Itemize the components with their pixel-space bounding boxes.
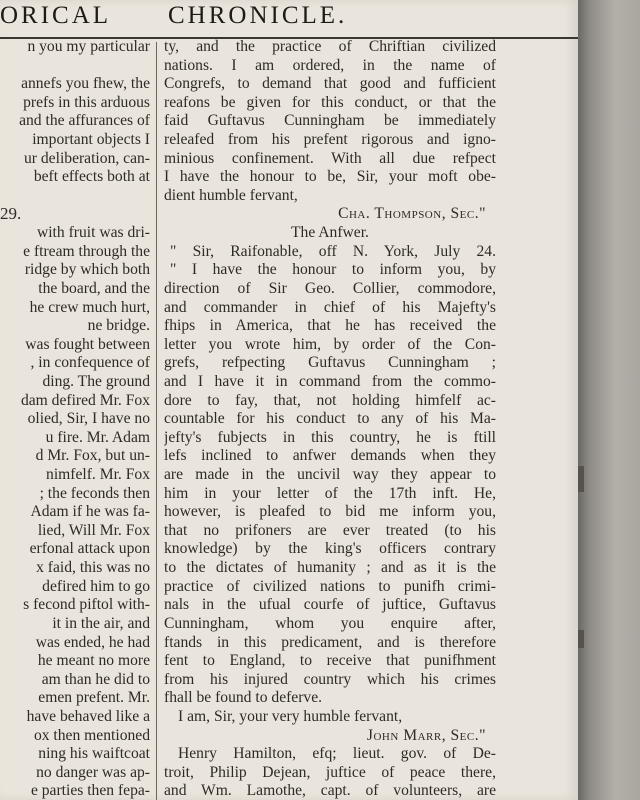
text-line: are made in the uncivil way they appear to [164, 466, 496, 484]
page-tear-mark [578, 630, 584, 648]
text-line: ; the feconds then [39, 484, 150, 502]
text-line: e parties then fepa- [30, 782, 150, 800]
text-line: d Mr. Fox, but un- [35, 447, 150, 465]
text-line: s fecond piftol with- [23, 596, 150, 614]
text-line: however, is pleafed to bid me inform you, [164, 503, 496, 521]
text-line: e ftream through the [23, 242, 150, 260]
running-header [0, 2, 578, 36]
text-line: u fire. Mr. Adam [45, 428, 150, 446]
signature-marr: John Marr, Sec." [366, 726, 486, 744]
text-line: ftands in this predicament, and is therefore [164, 633, 496, 651]
text-line: dam defired Mr. Fox [20, 391, 150, 409]
text-line: no danger was ap- [36, 763, 150, 781]
text-line: lefs inclined to anfwer demands when they [164, 447, 496, 465]
text-line: nations. I am ordered, in the name of [164, 56, 496, 74]
text-line: , in confequence of [30, 354, 150, 372]
text-line: he meant no more [37, 652, 150, 670]
text-line: and the affurances of [19, 112, 150, 130]
text-line: minious confinement. With all due refpect [164, 149, 496, 167]
page-tear-mark [578, 466, 584, 492]
text-line: ty, and the practice of Chriftian civilized [164, 38, 496, 55]
text-line: ne bridge. [87, 317, 150, 335]
text-line: and I have it in command from the commo- [164, 372, 496, 390]
page-edge-background [578, 0, 640, 800]
text-line: letter you wrote him, by order of the Con- [164, 335, 496, 353]
text-line: n you my particular [27, 38, 150, 55]
text-line: erfonal attack upon [29, 540, 150, 558]
text-line: beft effects both at [33, 168, 150, 186]
text-line: from his injured country which his crimes [164, 670, 496, 688]
text-line: lied, Will Mr. Fox [37, 521, 150, 539]
text-line: fhips in America, that he has received the [164, 317, 496, 335]
text-line: was ended, he had [35, 633, 150, 651]
text-line: ning his waiftcoat [38, 745, 150, 763]
text-line: practice of civilized nations to punifh crimi- [164, 577, 496, 595]
right-column [164, 38, 496, 800]
text-line: defired him to go [42, 577, 150, 595]
text-line: and commander in chief of his Majefty's [164, 298, 496, 316]
text-line: I have the honour to be, Sir, your moft obe- [164, 168, 496, 186]
text-line: it in the air, and [52, 614, 150, 632]
column-divider [156, 42, 157, 800]
text-line: to the dictates of humanity ; and as it is the [164, 559, 496, 577]
text-line: fent to England, to receive that punifhment [164, 652, 496, 670]
blank-line [0, 187, 150, 206]
closing-line: I am, Sir, your very humble fervant, [178, 707, 403, 725]
text-line: faid Guftavus Cunningham be immediately [164, 112, 496, 130]
text-line: Cunningham, whom you enquire after, [164, 614, 496, 632]
text-line: with fruit was dri- [36, 224, 150, 242]
text-line: him in your letter of the 17th inft. He, [164, 484, 496, 502]
text-line: have behaved like a [26, 707, 150, 725]
text-line: reafons be given for this conduct, or that the [164, 93, 496, 111]
text-line: grefs, refpecting Guftavus Cunningham ; [164, 354, 496, 372]
text-line: ridge by which both [24, 261, 150, 279]
text-line: nimfelf. Mr. Fox [46, 466, 150, 484]
text-line: he crew much hurt, [29, 298, 150, 316]
text-line: emen prefent. Mr. [38, 689, 150, 707]
text-line: direction of Sir Geo. Collier, commodore, [164, 279, 496, 297]
text-line: troit, Philip Dejean, juftice of peace there, [164, 763, 496, 781]
text-line: important objects I [32, 131, 150, 149]
text-line: olied, Sir, I have no [27, 410, 150, 428]
text-line: " I have the honour to inform you, by [170, 261, 496, 279]
text-line: annefs you fhew, the [21, 75, 150, 93]
signature-thompson: Cha. Thompson, Sec." [338, 205, 486, 223]
text-line: countable for his conduct to any of his Ma- [164, 410, 496, 428]
text-line: dore to fay, that, not holding himfelf ac- [164, 391, 496, 409]
text-line: dient humble fervant, [164, 186, 298, 204]
text-line: prefs in this arduous [23, 93, 150, 111]
section-heading-answer: The Anfwer. [291, 224, 369, 242]
text-line: Adam if he was fa- [30, 503, 150, 521]
left-column [0, 38, 150, 800]
blank-line [0, 57, 150, 76]
text-line: and Wm. Lamothe, capt. of volunteers, are [164, 782, 496, 800]
text-line: ox then mentioned [33, 726, 150, 744]
date-heading: 29. [0, 204, 22, 224]
text-line: jefty's fubjects in this country, he is ftill [164, 428, 496, 446]
text-line: releafed from his prefent rigorous and igno- [164, 131, 496, 149]
text-line: Congrefs, to demand that good and fufficient [164, 75, 496, 93]
text-line: ding. The ground [42, 372, 150, 390]
text-line: was fought between [25, 335, 150, 353]
header-chronicle: CHRONICLE. [168, 2, 348, 29]
text-line: fhall be found to deferve. [164, 689, 323, 707]
text-line: knowledge) by the king's officers contrary [164, 540, 496, 558]
text-line: ur deliberation, can- [24, 149, 150, 167]
letter-dateline: " Sir, Raifonable, off N. York, July 24. [170, 242, 496, 260]
text-line: the board, and the [38, 279, 150, 297]
text-line: am than he did to [41, 670, 150, 688]
text-line: that no prifoners are ever treated (to his [164, 521, 496, 539]
text-line: x faid, this was no [36, 559, 150, 577]
header-left-fragment: ORICAL [0, 2, 112, 29]
text-line: Henry Hamilton, efq; lieut. gov. of De- [178, 745, 496, 763]
text-line: nals in the ufual courfe of juftice, Guftavus [164, 596, 496, 614]
